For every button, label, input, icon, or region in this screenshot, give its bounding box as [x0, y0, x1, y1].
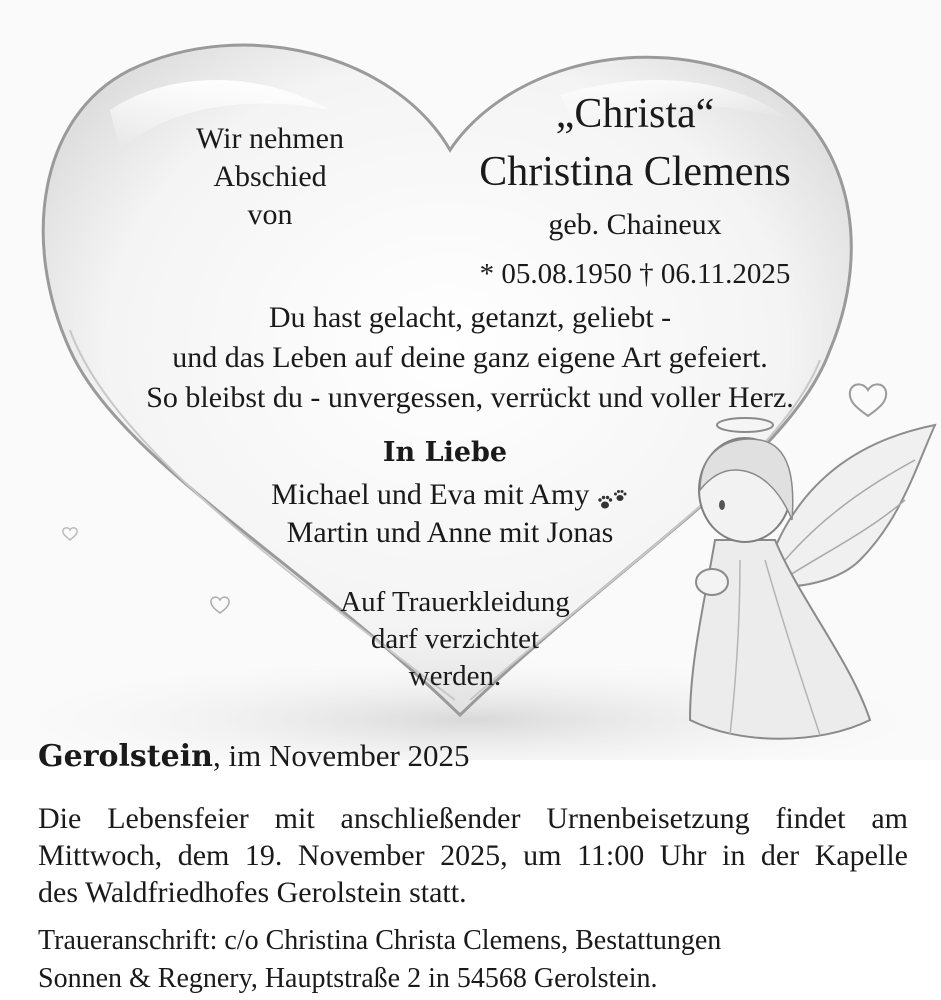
nickname: „Christa“ — [555, 91, 715, 137]
intro-line: Wir nehmen — [196, 122, 344, 155]
birth-name: geb. Chaineux — [548, 208, 722, 241]
mourner-text: Michael und Eva mit Amy — [271, 478, 590, 511]
life-dates: * 05.08.1950 † 06.11.2025 — [479, 258, 791, 290]
ceremony-line: Die Lebensfeier mit anschließender Urnenbeisetzung findet am — [38, 802, 908, 835]
paw-prints-icon — [597, 485, 629, 509]
verse-line: und das Leben auf deine ganz eigene Art gefeiert. — [172, 341, 768, 374]
place-name: Gerolstein — [38, 739, 213, 774]
deceased-name: Christina Clemens — [479, 149, 791, 195]
ceremony-info — [38, 800, 908, 911]
place-line — [38, 738, 470, 774]
ceremony-line: Mittwoch, dem 19. November 2025, um 11:00 Uhr in der Kapelle — [38, 839, 908, 872]
love-heading: In Liebe — [382, 437, 508, 468]
intro-line: Abschied — [213, 160, 327, 193]
dress-note-line: darf verzichtet — [370, 623, 540, 655]
dress-note-line: Auf Trauerkleidung — [340, 586, 570, 618]
dress-note-line: werden. — [408, 660, 502, 692]
place-date: , im November 2025 — [212, 738, 470, 773]
verse-line: Du hast gelacht, getanzt, geliebt - — [268, 301, 672, 334]
mourner-line: Martin und Anne mit Jonas — [286, 516, 614, 549]
address-line: Traueranschrift: c/o Christina Christa Clemens, Bestattungen — [38, 925, 722, 956]
mourners — [220, 476, 680, 552]
verse-line: So bleibst du - unvergessen, verrückt und voller Herz. — [146, 381, 794, 414]
dress-note — [300, 584, 610, 695]
intro-text — [160, 120, 380, 234]
intro-line: von — [247, 198, 293, 231]
ceremony-line: des Waldfriedhofes Gerolstein statt. — [38, 876, 467, 909]
address-line: Sonnen & Regnery, Hauptstraße 2 in 54568 Gerolstein. — [38, 963, 658, 994]
mourner-line — [220, 476, 680, 514]
mourning-address — [38, 922, 838, 998]
verse — [60, 298, 880, 418]
